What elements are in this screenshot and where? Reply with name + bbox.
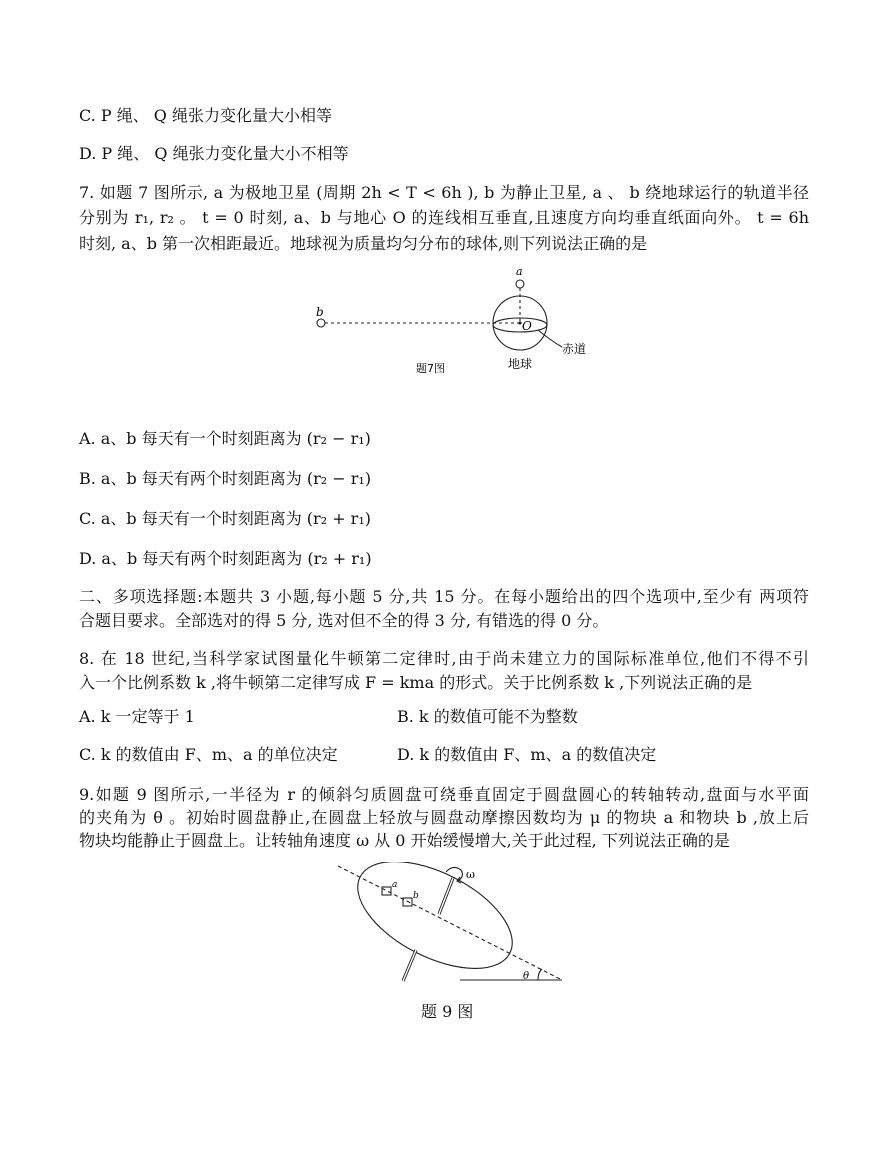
- block-a: [382, 887, 391, 895]
- q6-option-c: C. P 绳、 Q 绳张力变化量大小相等: [79, 106, 332, 125]
- q7-option-a: A. a、b 每天有一个时刻距离为 (r₂ − r₁): [79, 429, 371, 448]
- q7-label-b: b: [316, 305, 324, 319]
- satellite-b-icon: [317, 319, 325, 327]
- q7-label-a: a: [516, 265, 523, 278]
- block-b: [403, 898, 412, 906]
- theta-arc: [538, 969, 542, 980]
- satellite-a-icon: [516, 280, 524, 288]
- q9-stem-line2: 的夹角为 θ 。初始时圆盘静止,在圆盘上轻放与圆盘动摩擦因数均为 μ 的物块 a 和物块 b ,放上后: [79, 808, 809, 827]
- q7-stem-line3: 时刻, a、b 第一次相距最近。地球视为质量均匀分布的球体,则下列说法正确的是: [79, 234, 648, 253]
- q9-stem-line3: 物块均能静止于圆盘上。让转轴角速度 ω 从 0 开始缓慢增大,关于此过程, 下列说法正确的是: [79, 831, 730, 850]
- q7-option-c: C. a、b 每天有一个时刻距离为 (r₂ + r₁): [79, 509, 371, 528]
- q8-option-a: A. k 一定等于 1: [79, 707, 195, 726]
- q9-figure: [330, 862, 570, 987]
- q9-stem-line1: 9.如题 9 图所示,一半径为 r 的倾斜匀质圆盘可绕垂直固定于圆盘圆心的转轴转动,盘面与水平面: [79, 785, 809, 804]
- q7-label-earth: 地球: [508, 357, 533, 371]
- section2-line2: 合题目要求。全部选对的得 5 分, 选对但不全的得 3 分, 有错选的得 0 分。: [79, 611, 609, 630]
- q9-label-theta: θ: [523, 971, 530, 982]
- tilted-disk: [341, 862, 529, 987]
- q8-stem-line2: 入一个比例系数 k ,将牛顿第二定律写成 F = kma 的形式。关于比例系数 k ,下列说法正确的是: [79, 673, 753, 692]
- q7-stem-line2: 分别为 r₁, r₂ 。 t = 0 时刻, a、b 与地心 O 的连线相互垂直,且速度方向均垂直纸面向外。 t = 6h: [79, 208, 809, 227]
- q7-stem-line1: 7. 如题 7 图所示, a 为极地卫星 (周期 2h < T < 6h ), b 为静止卫星, a 、 b 绕地球运行的轨道半径: [79, 183, 809, 202]
- q7-label-O: O: [522, 319, 532, 333]
- q8-option-d: D. k 的数值由 F、m、a 的数值决定: [397, 745, 657, 764]
- q7-label-equator: 赤道: [562, 342, 587, 356]
- q7-figure: [300, 262, 600, 380]
- section2-line1: 二、多项选择题:本题共 3 小题,每小题 5 分,共 15 分。在每小题给出的四个选项中,至少有 两项符: [79, 587, 809, 606]
- q7-option-d: D. a、b 每天有两个时刻距离为 (r₂ + r₁): [79, 549, 372, 568]
- q7-figure-caption: 题7图: [416, 362, 445, 375]
- q8-stem-line1: 8. 在 18 世纪,当科学家试图量化牛顿第二定律时,由于尚未建立力的国际标准单位,他们不得不引: [79, 649, 809, 668]
- q8-option-b: B. k 的数值可能不为整数: [397, 707, 578, 726]
- q9-label-b: b: [413, 891, 419, 901]
- q9-figure-caption: 题 9 图: [421, 1002, 474, 1021]
- q7-option-b: B. a、b 每天有两个时刻距离为 (r₂ − r₁): [79, 469, 372, 488]
- q9-label-a: a: [392, 880, 398, 890]
- q9-label-omega: ω: [466, 868, 475, 881]
- q8-option-c: C. k 的数值由 F、m、a 的单位决定: [79, 745, 338, 764]
- q6-option-d: D. P 绳、 Q 绳张力变化量大小不相等: [79, 144, 349, 163]
